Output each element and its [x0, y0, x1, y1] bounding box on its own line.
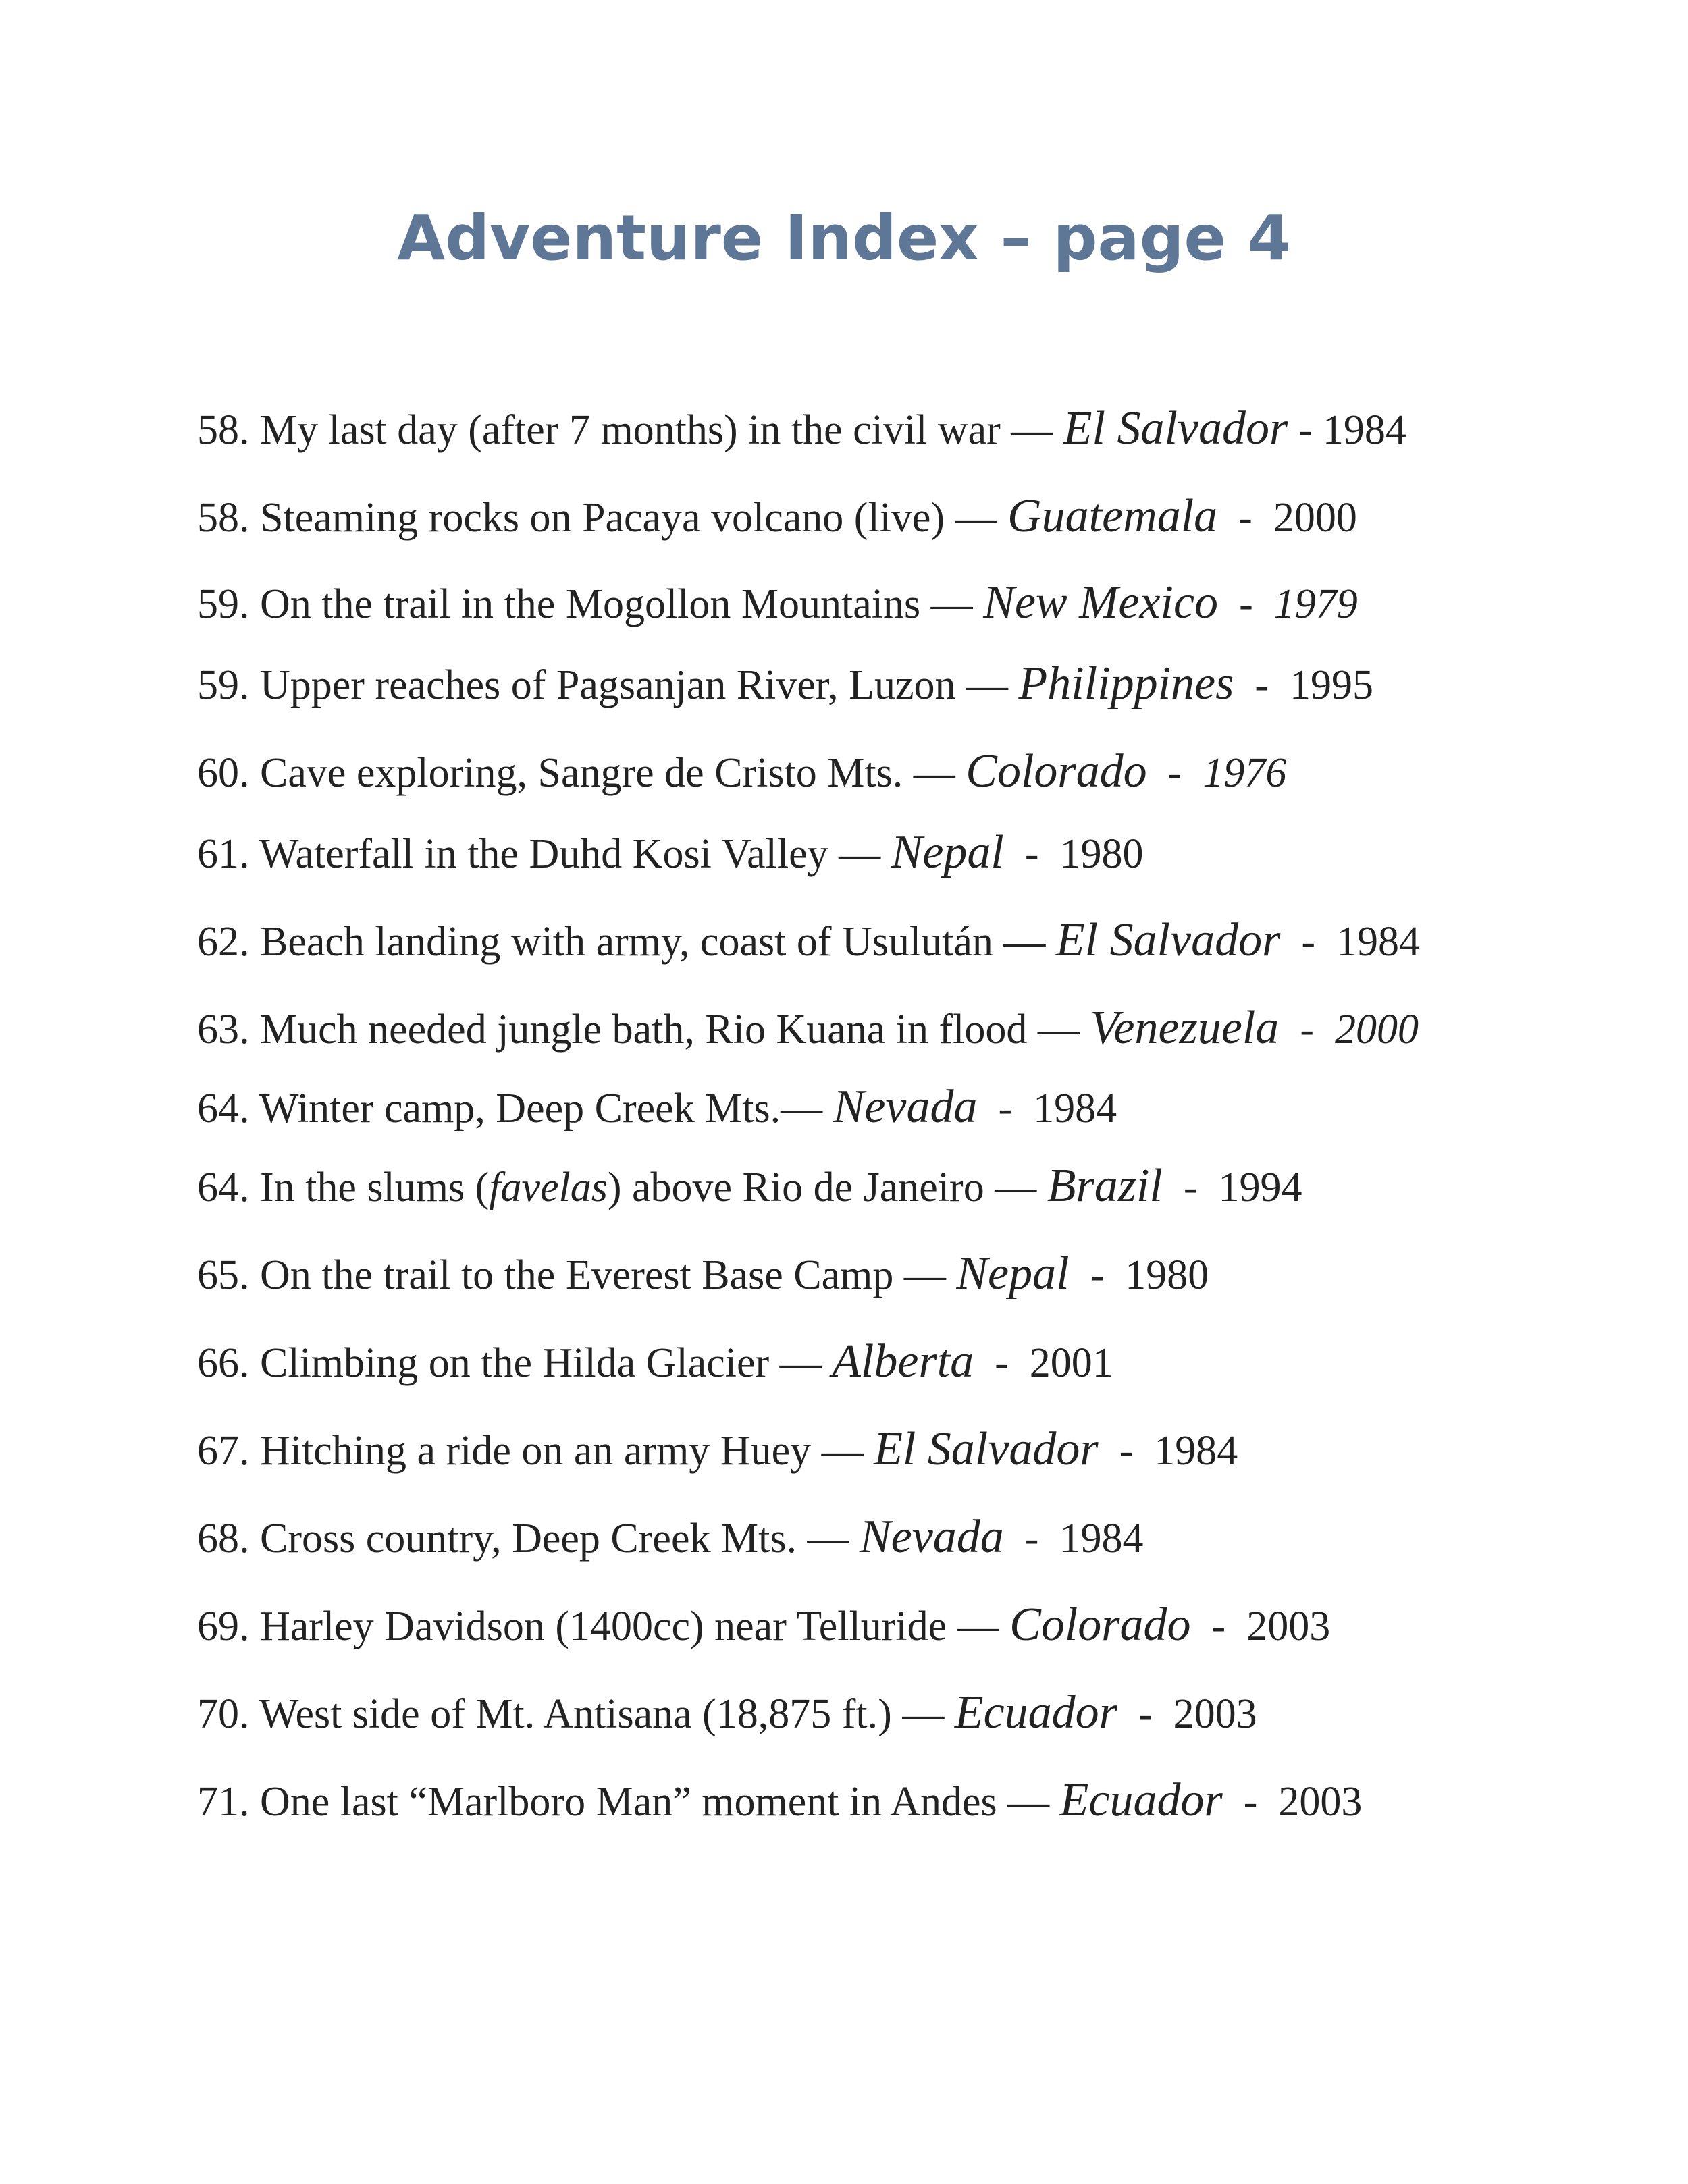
entry-number: 62. [197, 919, 260, 965]
em-dash: — [796, 1516, 860, 1562]
entry-description: West side of Mt. Antisana (18,875 ft.) [259, 1691, 892, 1737]
separator: - [1117, 1691, 1173, 1737]
separator: - [1146, 750, 1203, 796]
entry-description: One last “Marlboro Man” moment in Andes [260, 1779, 997, 1825]
entry-year: 1995 [1290, 662, 1374, 708]
list-item [197, 745, 1287, 797]
entry-place: Venezuela [1090, 1002, 1280, 1054]
entry-number: 59. [197, 662, 260, 708]
entry-number: 70. [197, 1691, 259, 1737]
entry-description: Cave exploring, Sangre de Cristo Mts. [260, 750, 903, 796]
entry-place: El Salvador [1063, 402, 1288, 454]
separator: - [1288, 407, 1323, 453]
entry-place: Colorado [966, 745, 1147, 797]
separator: - [1098, 1428, 1155, 1474]
entry-year: 2000 [1273, 495, 1357, 541]
entry-description: Hitching a ride on an army Huey [260, 1428, 812, 1474]
em-dash: — [828, 831, 891, 877]
em-dash: — [769, 1340, 833, 1386]
entry-number: 67. [197, 1428, 260, 1474]
entry-year: 2000 [1334, 1007, 1419, 1053]
page-title: Adventure Index – page 4 [397, 202, 1291, 274]
entry-place: Ecuador [954, 1686, 1117, 1738]
list-item [197, 1423, 1238, 1475]
entry-place: Nevada [833, 1081, 978, 1133]
entry-number: 64. [197, 1165, 260, 1210]
separator: - [1222, 1779, 1279, 1825]
em-dash: — [903, 750, 966, 796]
separator: - [1003, 831, 1060, 877]
entry-description: Steaming rocks on Pacaya volcano (live) [260, 495, 945, 541]
separator: - [977, 1086, 1034, 1131]
list-item [197, 660, 1373, 708]
separator: - [1218, 581, 1274, 627]
em-dash: — [997, 1779, 1060, 1825]
entry-number: 60. [197, 750, 260, 796]
em-dash: — [993, 919, 1056, 965]
em-dash: — [945, 495, 1008, 541]
em-dash: — [811, 1428, 874, 1474]
separator: - [1234, 662, 1290, 708]
entry-description: In the slums (favelas) above Rio de Janeiro [260, 1165, 984, 1210]
list-item [197, 1335, 1113, 1387]
entry-place: El Salvador [1055, 914, 1281, 966]
separator: - [974, 1340, 1030, 1386]
list-item [197, 490, 1357, 542]
list-item [197, 402, 1406, 454]
em-dash: — [1000, 407, 1063, 453]
entry-number: 69. [197, 1603, 260, 1649]
list-item [197, 579, 1358, 627]
entry-description: Beach landing with army, coast of Usulután [260, 919, 993, 965]
entry-year: 1984 [1322, 407, 1406, 453]
entry-description: My last day (after 7 months) in the civil war [260, 407, 1001, 453]
entry-place: Brazil [1047, 1160, 1163, 1212]
em-dash: — [947, 1603, 1010, 1649]
entry-year: 1984 [1033, 1086, 1117, 1131]
entry-description: Climbing on the Hilda Glacier [260, 1340, 770, 1386]
entry-description: Much needed jungle bath, Rio Kuana in flood [260, 1007, 1028, 1053]
entry-year: 2003 [1246, 1603, 1331, 1649]
em-dash: — [955, 662, 1019, 708]
entry-place: Nepal [891, 826, 1004, 878]
entry-place: Nepal [956, 1248, 1070, 1300]
entry-number: 68. [197, 1516, 260, 1562]
entry-year: 1984 [1154, 1428, 1238, 1474]
entry-number: 59. [197, 581, 260, 627]
entry-place: Alberta [832, 1335, 974, 1387]
entry-year: 2003 [1173, 1691, 1257, 1737]
entry-number: 66. [197, 1340, 260, 1386]
entry-year: 1976 [1203, 750, 1287, 796]
list-item [197, 826, 1144, 878]
list-item [197, 1160, 1302, 1212]
entry-year: 1984 [1059, 1516, 1144, 1562]
entry-description: Cross country, Deep Creek Mts. [260, 1516, 797, 1562]
entry-place: Ecuador [1059, 1774, 1223, 1826]
entry-year: 1979 [1273, 581, 1358, 627]
separator: - [1003, 1516, 1060, 1562]
separator: - [1280, 919, 1337, 965]
list-item [197, 1081, 1117, 1133]
entry-number: 58. [197, 495, 260, 541]
entry-place: Nevada [859, 1511, 1004, 1563]
entry-number: 64. [197, 1086, 259, 1131]
entry-place: El Salvador [874, 1423, 1099, 1475]
list-item [197, 1250, 1209, 1298]
entry-number: 58. [197, 407, 260, 453]
separator: - [1279, 1007, 1335, 1053]
entry-year: 1994 [1218, 1165, 1302, 1210]
separator: - [1069, 1252, 1126, 1298]
entry-year: 1980 [1125, 1252, 1209, 1298]
entry-year: 2003 [1278, 1779, 1363, 1825]
list-item [197, 914, 1421, 966]
entry-year: 1980 [1059, 831, 1144, 877]
entry-description: On the trail in the Mogollon Mountains [260, 581, 921, 627]
separator: - [1217, 495, 1273, 541]
entry-description: Upper reaches of Pagsanjan River, Luzon [260, 662, 956, 708]
em-dash: — [920, 581, 984, 627]
entry-description: Winter camp, Deep Creek Mts. [259, 1086, 781, 1131]
separator: - [1162, 1165, 1219, 1210]
separator: - [1190, 1603, 1247, 1649]
entry-place: Colorado [1009, 1599, 1191, 1651]
entry-number: 63. [197, 1007, 260, 1053]
em-dash: — [781, 1086, 833, 1131]
entry-place: Philippines [1018, 658, 1234, 710]
entry-place: Guatemala [1007, 490, 1218, 542]
em-dash: — [893, 1252, 957, 1298]
list-item [197, 1686, 1257, 1738]
entry-number: 65. [197, 1252, 260, 1298]
entry-year: 2001 [1029, 1340, 1113, 1386]
list-item [197, 1511, 1144, 1563]
list-item [197, 1601, 1330, 1649]
entry-emphasis: favelas [489, 1165, 608, 1210]
entry-description: Harley Davidson (1400cc) near Telluride [260, 1603, 947, 1649]
em-dash: — [1027, 1007, 1090, 1053]
em-dash: — [891, 1691, 955, 1737]
list-item [197, 1774, 1363, 1826]
list-item [197, 1002, 1419, 1054]
entry-number: 71. [197, 1779, 260, 1825]
em-dash: — [984, 1165, 1047, 1210]
entry-description: Waterfall in the Duhd Kosi Valley [259, 831, 828, 877]
entry-description: On the trail to the Everest Base Camp [260, 1252, 894, 1298]
entry-place: New Mexico [983, 577, 1219, 629]
entry-year: 1984 [1336, 919, 1421, 965]
entry-number: 61. [197, 831, 259, 877]
